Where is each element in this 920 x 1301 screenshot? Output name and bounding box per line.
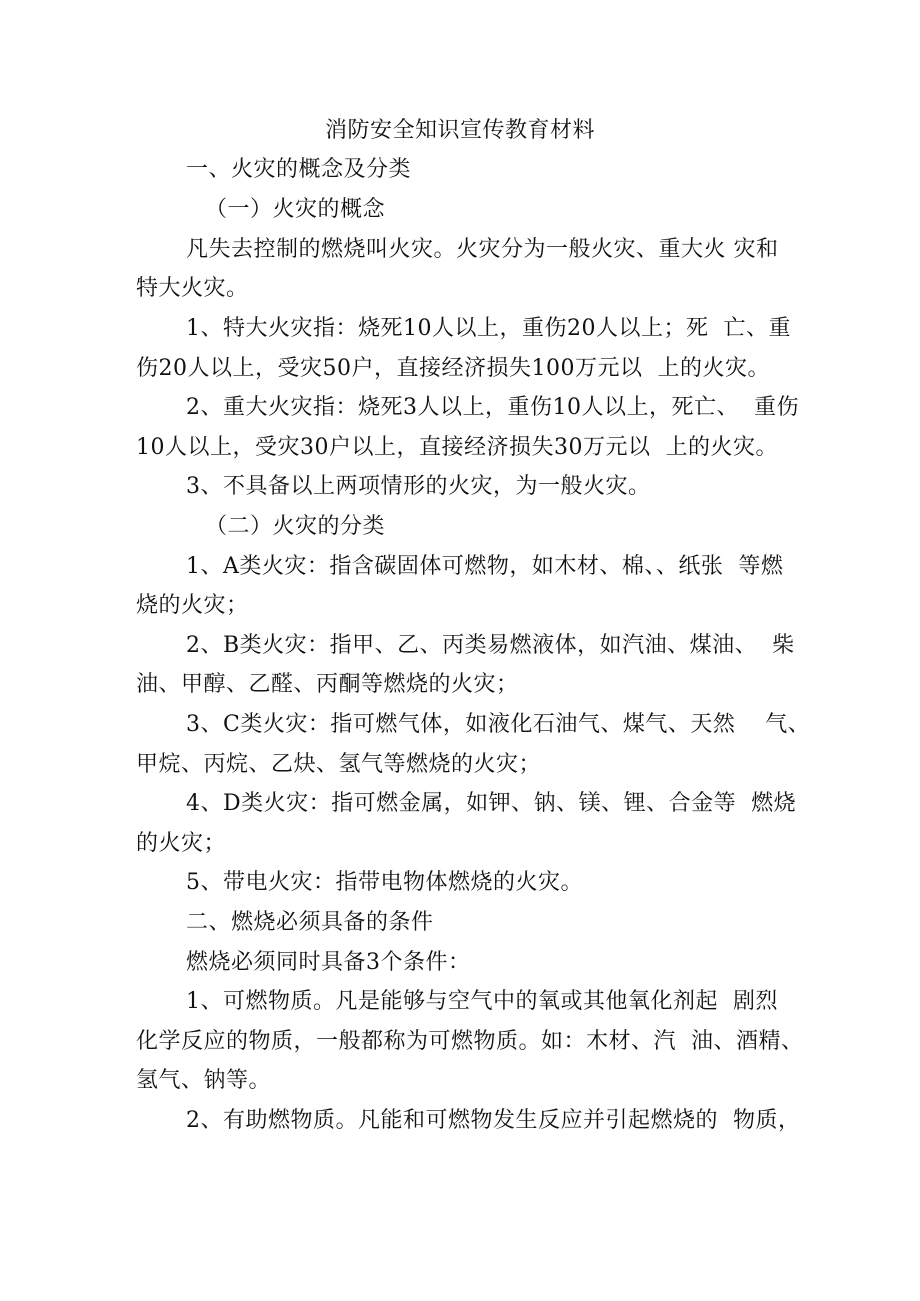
paragraph-line: 1、特大火灾指：烧死10人以上，重伤20人以上；死 亡、重 [186, 316, 791, 341]
paragraph-line: 4、D类火灾：指可燃金属，如钾、钠、镁、锂、合金等 燃烧 [186, 791, 797, 816]
section-heading: 一、火灾的概念及分类 [186, 157, 412, 182]
subsection-heading: （一）火灾的概念 [205, 197, 386, 222]
subsection-heading: （二）火灾的分类 [205, 514, 386, 539]
paragraph-line: 2、B类火灾：指甲、乙、丙类易燃液体，如汽油、煤油、 柴 [186, 633, 795, 658]
paragraph-line: 2、有助燃物质。凡能和可燃物发生反应并引起燃烧的 物质， [186, 1108, 801, 1133]
paragraph-line: 烧的火灾； [136, 593, 249, 618]
page-title: 消防安全知识宣传教育材料 [324, 118, 595, 143]
paragraph-line: 凡失去控制的燃烧叫火灾。火灾分为一般火灾、重大火 灾和 [186, 237, 779, 262]
paragraph-line: 特大火灾。 [136, 276, 249, 301]
paragraph-line: 3、C类火灾：指可燃气体，如液化石油气、煤气、天然 气、 [186, 712, 811, 737]
paragraph-line: 燃烧必须同时具备3个条件： [186, 950, 471, 975]
paragraph-line: 氢气、钠等。 [136, 1068, 272, 1093]
paragraph-line: 2、重大火灾指：烧死3人以上，重伤10人以上，死亡、 重伤 [186, 395, 799, 420]
paragraph-line: 5、带电火灾：指带电物体燃烧的火灾。 [186, 870, 583, 895]
paragraph-line: 油、甲醇、乙醛、丙酮等燃烧的火灾； [136, 672, 519, 697]
paragraph-line: 化学反应的物质，一般都称为可燃物质。如：木材、汽 油、酒精、 [136, 1029, 804, 1054]
paragraph-line: 10人以上，受灾30户以上，直接经济损失30万元以 上的火灾。 [136, 435, 778, 460]
section-heading: 二、燃烧必须具备的条件 [186, 910, 434, 935]
paragraph-line: 1、可燃物质。凡是能够与空气中的氧或其他氧化剂起 剧烈 [186, 989, 778, 1014]
paragraph-line: 3、不具备以上两项情形的火灾，为一般火灾。 [186, 474, 651, 499]
paragraph-line: 的火灾； [136, 831, 227, 856]
paragraph-line: 甲烷、丙烷、乙炔、氢气等燃烧的火灾； [136, 752, 542, 777]
paragraph-line: 伤20人以上，受灾50户，直接经济损失100万元以 上的火灾。 [136, 356, 770, 381]
paragraph-line: 1、A类火灾：指含碳固体可燃物，如木材、棉、、纸张 等燃 [186, 554, 784, 579]
